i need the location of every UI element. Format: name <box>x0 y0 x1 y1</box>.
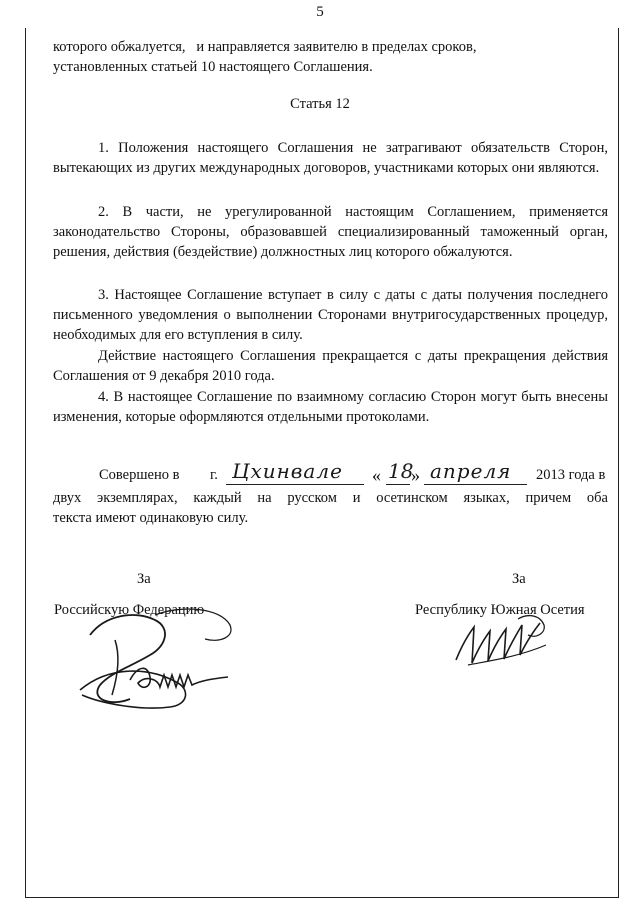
right-party-name: Республику Южная Осетия <box>415 602 585 618</box>
city-handwritten: Цхинвале <box>232 459 343 483</box>
city-underline <box>226 484 364 485</box>
city-prefix: г. <box>210 467 218 483</box>
paragraph-4: 4. В настоящее Соглашение по взаимному согласию Сторон могут быть внесены изменения, которые оформляются отдельными протоколами. <box>53 389 608 425</box>
paragraph-1: 1. Положения настоящего Соглашения не затрагивают обязательств Сторон, вытекающих из других международных договоров, участниками которых они являются. <box>53 140 608 176</box>
month-underline <box>424 484 527 485</box>
year-text: 2013 года в <box>536 467 606 483</box>
done-in-text: Совершено в <box>99 467 180 483</box>
left-signature-image <box>60 595 250 725</box>
closing-line-2: двух экземплярах, каждый на русском и осетинском языках, причем оба <box>53 490 608 506</box>
paragraph-3: 3. Настоящее Соглашение вступает в силу с даты с даты получения последнего письменного уведомления о выполнении Сторонами внутригосударственных процедур, необходимых для его вступления в силу. <box>53 287 608 343</box>
left-for-label: За <box>137 571 151 587</box>
right-for-label: За <box>512 571 526 587</box>
article-title: Статья 12 <box>290 96 350 112</box>
closing-line-3: текста имеют одинаковую силу. <box>53 510 249 526</box>
paragraph-2: 2. В части, не урегулированной настоящим Соглашением, применяется законодательство Стороны, образовавшей специализированный таможенный орган, решения, действия (бездействие) должностных лиц которого обжалуются. <box>53 204 608 260</box>
paragraph-termination: Действие настоящего Соглашения прекращается с даты прекращения действия Соглашения от 9 декабря 2010 года. <box>53 348 608 384</box>
intro-line-2: установленных статьей 10 настоящего Соглашения. <box>53 59 373 75</box>
day-open-quote: « <box>372 465 381 485</box>
left-party-name: Российскую Федерацию <box>54 602 205 618</box>
page-number: 5 <box>316 4 324 20</box>
day-underline <box>386 484 410 485</box>
month-handwritten: апреля <box>430 459 512 483</box>
day-close-quote: » <box>411 465 420 485</box>
right-signature-image <box>448 605 558 675</box>
day-handwritten: 18 <box>388 459 414 483</box>
intro-line-1: которого обжалуется, и направляется заявителю в пределах сроков, <box>53 39 477 55</box>
